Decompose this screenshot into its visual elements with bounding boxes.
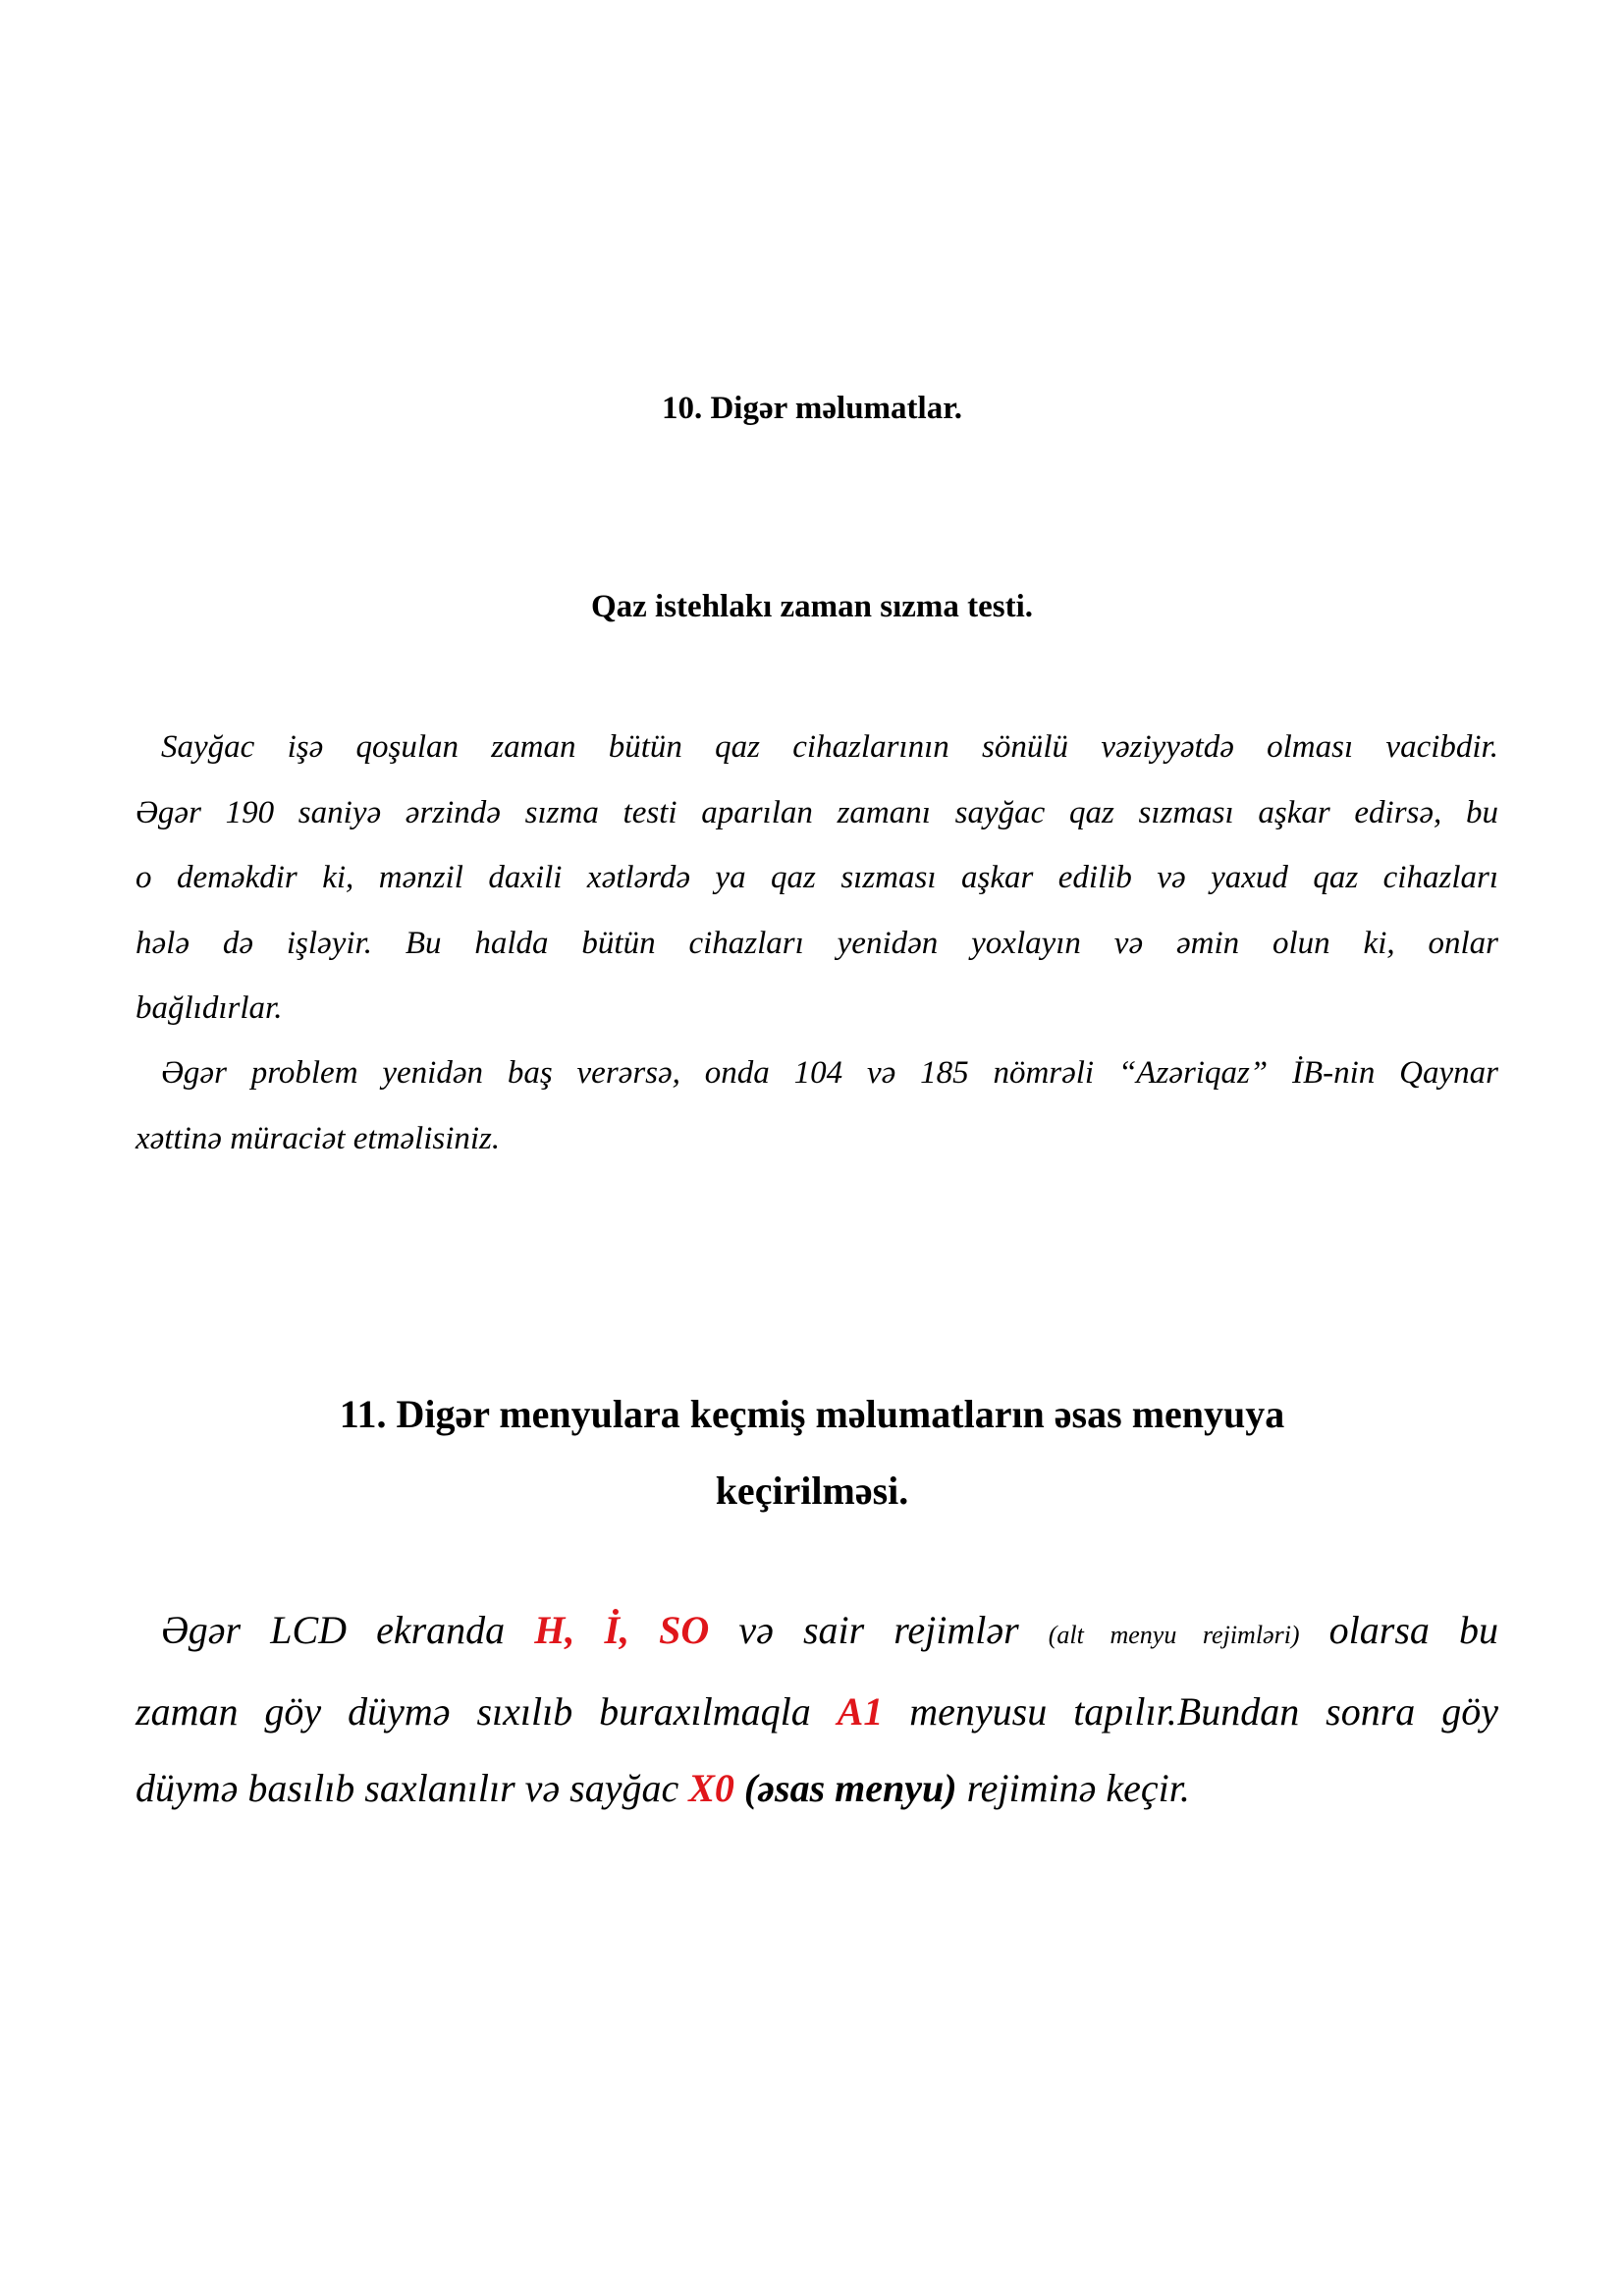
hotline-paragraph: [135, 1041, 1498, 1171]
text-run: düymə basılıb saxlanılır və sayğac: [135, 1766, 689, 1810]
paragraph-line: Sayğac işə qoşulan zaman bütün qaz cihazlarının sönülü vəziyyətdə olması vacibdir.: [161, 729, 1498, 765]
section-11-title: [0, 1376, 1624, 1529]
text-run: menyusu tapılır.Bundan sonra göy: [883, 1689, 1498, 1734]
menu-transfer-paragraph: [135, 1592, 1498, 1827]
paragraph-line: bağlıdırlar.: [135, 990, 283, 1026]
paragraph-line: Əgər problem yenidən baş verərsə, onda 104 və 185 nömrəli “Azəriqaz” İB-nin Qaynar: [161, 1055, 1498, 1091]
text-run: olarsa bu: [1299, 1608, 1499, 1652]
leak-test-paragraph: [135, 715, 1498, 1041]
paragraph-line: [135, 1592, 1498, 1674]
main-menu-note: (əsas menyu): [733, 1766, 967, 1810]
leak-test-title: Qaz istehlakı zaman sızma testi.: [590, 589, 1034, 624]
paragraph-line: o deməkdir ki, mənzil daxili xətlərdə ya qaz sızması aşkar edilib və yaxud qaz cihazları: [135, 860, 1498, 895]
text-run: zaman göy düymə sıxılıb buraxılmaqla: [135, 1689, 838, 1734]
menu-code-a1: A1: [837, 1689, 884, 1734]
section-11-title-line1: 11. Digər menyulara keçmiş məlumatların əsas menyuya: [339, 1392, 1285, 1436]
paragraph-line: xəttinə müraciət etməlisiniz.: [135, 1120, 501, 1156]
paragraph-line: hələ də işləyir. Bu halda bütün cihazları yenidən yoxlayın və əmin olun ki, onlar: [135, 925, 1498, 961]
text-run: Əgər LCD ekranda: [161, 1608, 535, 1652]
paragraph-line: Əgər 190 saniyə ərzində sızma testi aparılan zamanı sayğac qaz sızması aşkar edirsə, bu: [135, 794, 1498, 830]
section-10-title: 10. Digər məlumatlar.: [661, 391, 963, 426]
submenu-note: (alt menyu rejimləri): [1048, 1621, 1300, 1649]
text-run: rejiminə keçir.: [966, 1766, 1190, 1810]
section-11-title-line2: keçirilməsi.: [715, 1468, 909, 1513]
paragraph-line: [135, 1674, 1498, 1750]
mode-codes: H, İ, SO: [534, 1608, 710, 1652]
menu-code-x0: X0: [688, 1766, 734, 1810]
paragraph-line: [135, 1750, 1498, 1827]
text-run: və sair rejimlər: [709, 1608, 1049, 1652]
